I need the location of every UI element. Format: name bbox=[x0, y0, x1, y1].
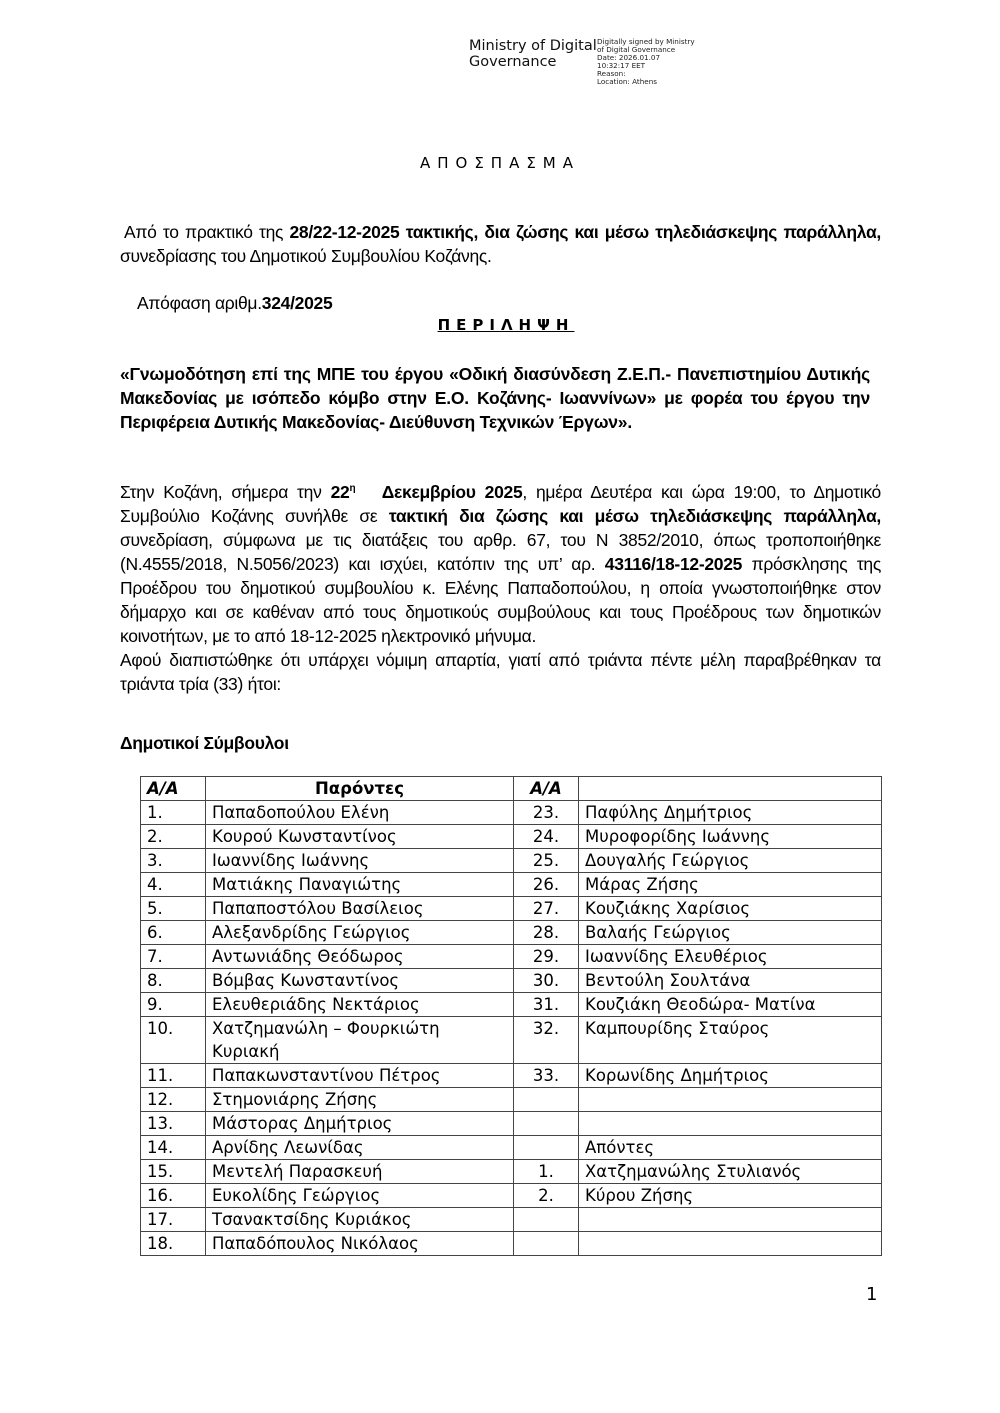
row-number-2 bbox=[514, 1232, 579, 1256]
row-number: 14. bbox=[141, 1136, 206, 1160]
row-number-2: 25. bbox=[514, 849, 579, 873]
row-number-2: 23. bbox=[514, 801, 579, 825]
decision-label: Απόφαση αριθμ. bbox=[137, 293, 262, 313]
member-right: Βαλαής Γεώργιος bbox=[579, 921, 882, 945]
members-table bbox=[140, 776, 882, 1256]
signature-location: Location: Athens bbox=[597, 77, 657, 86]
present-member: Βόμβας Κωνσταντίνος bbox=[206, 969, 514, 993]
row-number: 7. bbox=[141, 945, 206, 969]
intro-paragraph bbox=[120, 220, 881, 268]
table-body bbox=[141, 801, 882, 1256]
row-number: 15. bbox=[141, 1160, 206, 1184]
table-row bbox=[141, 849, 882, 873]
present-member: Χατζημανώλη – Φουρκιώτη Κυριακή bbox=[206, 1017, 514, 1064]
table-row bbox=[141, 825, 882, 849]
row-number: 12. bbox=[141, 1088, 206, 1112]
subject-paragraph: «Γνωμοδότηση επί της ΜΠΕ του έργου «Οδική διασύνδεση Ζ.Ε.Π.- Πανεπιστημίου Δυτικής Μακεδονίας με ισόπεδο κόμβο στην Ε.Ο. Κοζάνης- Ιωαννίνων» με φορέα του έργου την Περιφέρεια Δυτικής Μακεδονίας- Διεύθυνση Τεχνικών Έργων». bbox=[120, 364, 870, 432]
member-right: Παφύλης Δημήτριος bbox=[579, 801, 882, 825]
table-row bbox=[141, 1064, 882, 1088]
present-member: Μεντελή Παρασκευή bbox=[206, 1160, 514, 1184]
member-right bbox=[579, 1088, 882, 1112]
present-member: Παπακωνσταντίνου Πέτρος bbox=[206, 1064, 514, 1088]
summary-title: ΠΕΡΙΛΗΨΗ bbox=[437, 316, 575, 334]
table-row bbox=[141, 873, 882, 897]
session-type: τακτική δια ζώσης και μέσω τηλεδιάσκεψης παράλληλα, bbox=[388, 505, 881, 526]
member-right: Κορωνίδης Δημήτριος bbox=[579, 1064, 882, 1088]
decision-number: 324/2025 bbox=[261, 293, 333, 313]
members-heading: Δημοτικοί Σύμβουλοι bbox=[120, 733, 289, 753]
body-text: πρόσκλησης της Προέδρου του δημοτικού συμβουλίου κ. Ελένης Παπαδοπούλου, η οποία γνωστοποιήθηκε στον δήμαρχο και σε καθέναν από τους δημοτικούς συμβούλους και τους Προέδρους των δημοτικών κοινοτήτων, με το από 18-12-2025 ηλεκτρονικό μήνυμα. bbox=[120, 553, 882, 646]
row-number: 9. bbox=[141, 993, 206, 1017]
present-member: Ιωαννίδης Ιωάννης bbox=[206, 849, 514, 873]
row-number: 17. bbox=[141, 1208, 206, 1232]
signature-reason: Reason: bbox=[597, 69, 626, 78]
document-title: ΑΠΟΣΠΑΣΜΑ bbox=[419, 154, 581, 172]
present-member: Παπαδόπουλος Νικόλαος bbox=[206, 1232, 514, 1256]
row-number: 13. bbox=[141, 1112, 206, 1136]
table-row bbox=[141, 945, 882, 969]
signature-time: 10:32:17 EET bbox=[597, 61, 646, 70]
row-number-2: 32. bbox=[514, 1017, 579, 1064]
signature-line: of Digital Governance bbox=[597, 45, 676, 54]
meeting-day bbox=[331, 482, 523, 502]
table-row bbox=[141, 921, 882, 945]
table-row bbox=[141, 1184, 882, 1208]
decision-line bbox=[137, 293, 332, 314]
body-text: συνεδρίαση, σύμφωνα με τις διατάξεις του αρθρ. 67, του Ν 3852/2010, όπως τροποποιήθηκε (Ν.4555/2018, Ν.5056/2023) και ισχύει, κατόπιν της υπ’ αρ. bbox=[120, 529, 881, 574]
table-row bbox=[141, 1112, 882, 1136]
member-right: Μάρας Ζήσης bbox=[579, 873, 882, 897]
row-number: 8. bbox=[141, 969, 206, 993]
row-number-2 bbox=[514, 1208, 579, 1232]
present-member: Παπαποστόλου Βασίλειος bbox=[206, 897, 514, 921]
table-row bbox=[141, 993, 882, 1017]
table-row bbox=[141, 1088, 882, 1112]
table-row bbox=[141, 1232, 882, 1256]
row-number-2: 28. bbox=[514, 921, 579, 945]
present-member: Κουρού Κωνσταντίνος bbox=[206, 825, 514, 849]
member-right: Χατζημανώλης Στυλιανός bbox=[579, 1160, 882, 1184]
row-number-2 bbox=[514, 1112, 579, 1136]
signature-line: Digitally signed by Ministry bbox=[597, 37, 695, 46]
row-number-2 bbox=[514, 1088, 579, 1112]
row-number: 10. bbox=[141, 1017, 206, 1064]
present-member: Στημονιάρης Ζήσης bbox=[206, 1088, 514, 1112]
row-number: 4. bbox=[141, 873, 206, 897]
member-right: Δουγαλής Γεώργιος bbox=[579, 849, 882, 873]
present-member: Παπαδοπούλου Ελένη bbox=[206, 801, 514, 825]
header-aa-2: Α/Α bbox=[514, 777, 579, 801]
signature-date: Date: 2026.01.07 bbox=[597, 53, 661, 62]
row-number: 11. bbox=[141, 1064, 206, 1088]
month-year: Δεκεμβρίου 2025 bbox=[381, 481, 523, 502]
table-row bbox=[141, 1160, 882, 1184]
row-number: 16. bbox=[141, 1184, 206, 1208]
signature-details bbox=[597, 38, 707, 86]
intro-text-end: συνεδρίασης του Δημοτικού Συμβουλίου Κοζάνης. bbox=[120, 246, 492, 266]
header-present: Παρόντες bbox=[206, 777, 514, 801]
table-row bbox=[141, 1208, 882, 1232]
row-number-2: 27. bbox=[514, 897, 579, 921]
present-member: Ελευθεριάδης Νεκτάριος bbox=[206, 993, 514, 1017]
body-paragraph bbox=[120, 477, 881, 696]
page-number: 1 bbox=[866, 1284, 878, 1305]
header-aa: Α/Α bbox=[141, 777, 206, 801]
row-number: 5. bbox=[141, 897, 206, 921]
present-member: Αλεξανδρίδης Γεώργιος bbox=[206, 921, 514, 945]
row-number: 6. bbox=[141, 921, 206, 945]
row-number-2: 24. bbox=[514, 825, 579, 849]
digital-signature bbox=[469, 38, 707, 86]
member-right: Μυροφορίδης Ιωάννης bbox=[579, 825, 882, 849]
member-right: Κουζιάκης Χαρίσιος bbox=[579, 897, 882, 921]
member-right: Καμπουρίδης Σταύρος bbox=[579, 1017, 882, 1064]
row-number-2: 26. bbox=[514, 873, 579, 897]
table-row bbox=[141, 969, 882, 993]
row-number: 3. bbox=[141, 849, 206, 873]
row-number: 1. bbox=[141, 801, 206, 825]
member-right: Βεντούλη Σουλτάνα bbox=[579, 969, 882, 993]
table-row bbox=[141, 897, 882, 921]
body-text: Στην Κοζάνη, σήμερα την bbox=[120, 481, 331, 502]
table-header-row bbox=[141, 777, 882, 801]
row-number-2: 33. bbox=[514, 1064, 579, 1088]
day-suffix: η bbox=[349, 483, 356, 494]
row-number: 2. bbox=[141, 825, 206, 849]
row-number-2: 29. bbox=[514, 945, 579, 969]
member-right bbox=[579, 1232, 882, 1256]
header-empty bbox=[579, 777, 882, 801]
row-number-2 bbox=[514, 1136, 579, 1160]
member-right bbox=[579, 1112, 882, 1136]
row-number-2: 30. bbox=[514, 969, 579, 993]
quorum-text: Αφού διαπιστώθηκε ότι υπάρχει νόμιμη απαρτία, γιατί από τριάντα πέντε μέλη παραβρέθηκαν τα τριάντα τρία (33) ήτοι: bbox=[120, 649, 881, 694]
present-member: Μάστορας Δημήτριος bbox=[206, 1112, 514, 1136]
member-right: Κύρου Ζήσης bbox=[579, 1184, 882, 1208]
day-number: 22 bbox=[330, 481, 350, 502]
intro-text: Από το πρακτικό της bbox=[124, 222, 290, 242]
signer-name: Ministry of Digital Governance bbox=[469, 38, 597, 70]
absent-heading: Απόντες bbox=[579, 1136, 882, 1160]
present-member: Ματιάκης Παναγιώτης bbox=[206, 873, 514, 897]
invitation-number: 43116/18-12-2025 bbox=[604, 553, 743, 574]
table-row bbox=[141, 1136, 882, 1160]
body-text: , ημέρα Δευτέρα και ώρα 19:00, το Δημοτικό Συμβούλιο Κοζάνης συνήλθε σε bbox=[120, 481, 881, 526]
row-number-2: 2. bbox=[514, 1184, 579, 1208]
table-row bbox=[141, 1017, 882, 1064]
present-member: Αρνίδης Λεωνίδας bbox=[206, 1136, 514, 1160]
member-right bbox=[579, 1208, 882, 1232]
row-number-2: 31. bbox=[514, 993, 579, 1017]
present-member: Ευκολίδης Γεώργιος bbox=[206, 1184, 514, 1208]
member-right: Ιωαννίδης Ελευθέριος bbox=[579, 945, 882, 969]
meeting-reference: 28/22-12-2025 τακτικής, δια ζώσης και μέσω τηλεδιάσκεψης παράλληλα, bbox=[289, 222, 881, 242]
present-member: Τσανακτσίδης Κυριάκος bbox=[206, 1208, 514, 1232]
present-member: Αντωνιάδης Θεόδωρος bbox=[206, 945, 514, 969]
row-number-2: 1. bbox=[514, 1160, 579, 1184]
row-number: 18. bbox=[141, 1232, 206, 1256]
table-row bbox=[141, 801, 882, 825]
member-right: Κουζιάκη Θεοδώρα- Ματίνα bbox=[579, 993, 882, 1017]
